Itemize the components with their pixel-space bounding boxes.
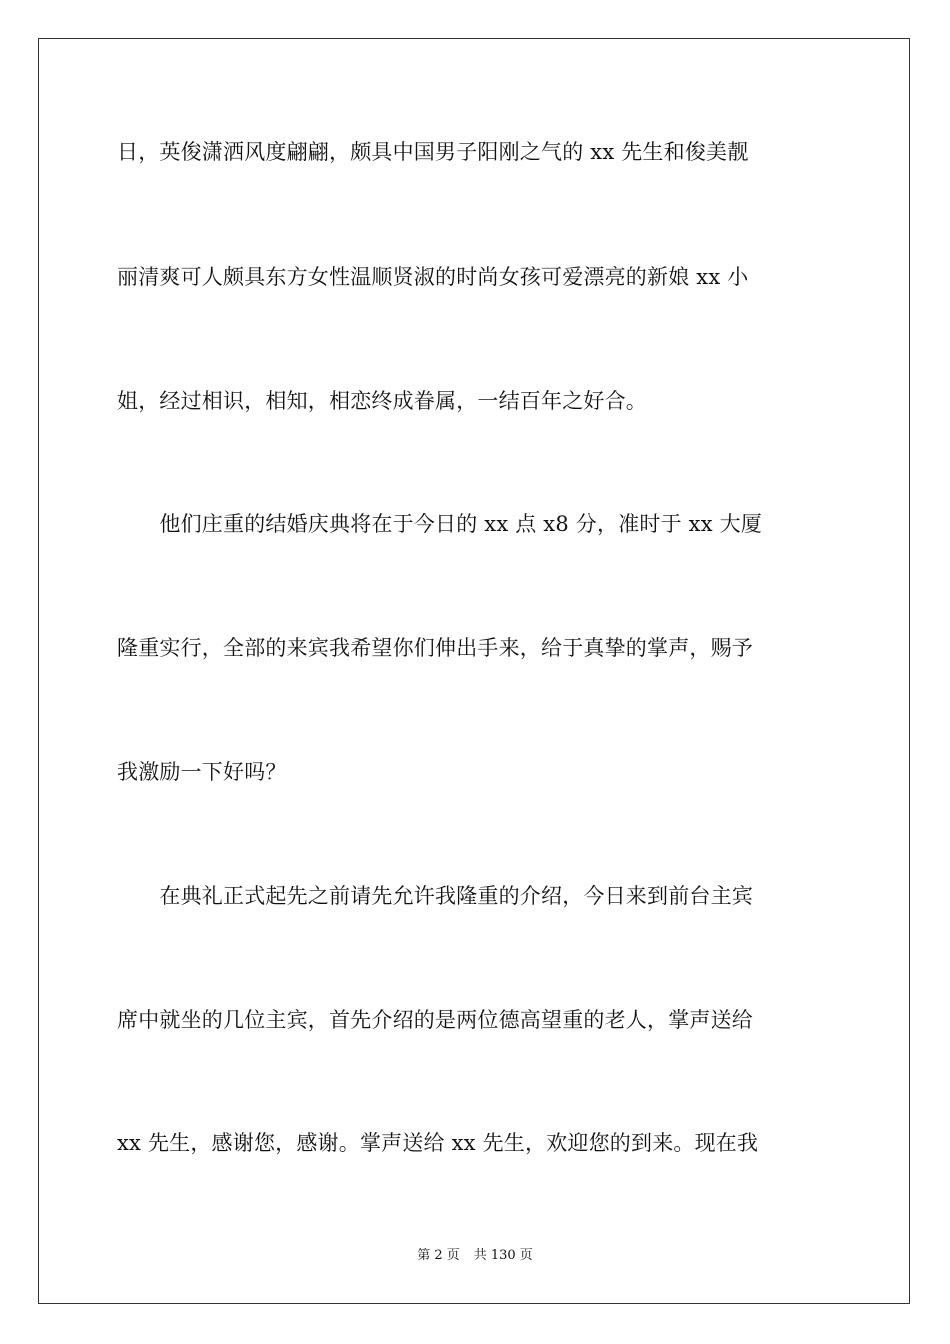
- body-line-7: 在典礼正式起先之前请先允许我隆重的介绍，今日来到前台主宾: [117, 884, 753, 908]
- body-line-1: 日，英俊潇洒风度翩翩，颇具中国男子阳刚之气的 xx 先生和俊美靓: [117, 140, 749, 164]
- body-line-8: 席中就坐的几位主宾，首先介绍的是两位德高望重的老人，掌声送给: [117, 1008, 753, 1032]
- body-line-6: 我激励一下好吗？: [117, 760, 287, 784]
- body-line-3: 姐，经过相识，相知，相恋终成眷属，一结百年之好合。: [117, 389, 647, 413]
- body-line-5: 隆重实行，全部的来宾我希望你们伸出手来，给于真挚的掌声，赐予: [117, 636, 753, 660]
- page-number: 第 2 页: [417, 1248, 460, 1263]
- body-line-9: xx 先生，感谢您，感谢。掌声送给 xx 先生，欢迎您的到来。现在我: [117, 1131, 759, 1155]
- total-pages: 共 130 页: [473, 1248, 533, 1263]
- page-footer: [0, 1247, 950, 1265]
- page-border: [38, 38, 910, 1304]
- body-line-2: 丽清爽可人颇具东方女性温顺贤淑的时尚女孩可爱漂亮的新娘 xx 小: [117, 265, 749, 289]
- body-line-4: 他们庄重的结婚庆典将在于今日的 xx 点 x8 分，准时于 xx 大厦: [117, 512, 763, 536]
